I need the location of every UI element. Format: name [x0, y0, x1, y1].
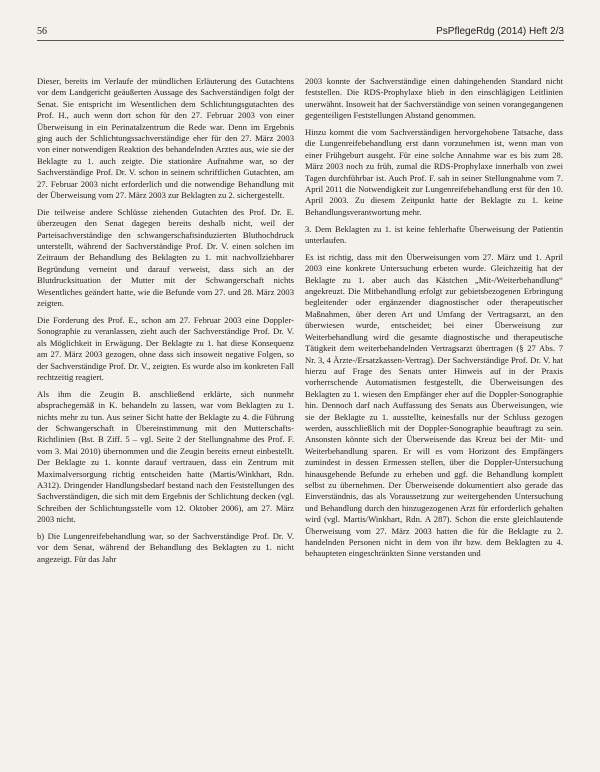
- page-number: 56: [37, 26, 47, 37]
- paragraph: Die teilweise andere Schlüsse ziehenden Gutachten des Prof. Dr. E. überzeugen den Senat dagegen bereits deshalb nicht, weil der Parteisachverständige den schwangerschaftsinduzierten Bluthochdruck unterstellt, während der Sachverständige Prof. Dr. V. einen solchen im Zeitraum der Behandlung des Beklagten zu 1. mit nachvollziehbarer Begründung verneint und darauf verweist, dass sich an der Blutdrucksituation der Mutter mit der Schwangerschaft nichts Wesentliches geändert hatte, wie die Befunde vom 27. und 28. März 2003 zeigten.: [37, 206, 294, 309]
- paragraph: 2003 konnte der Sachverständige einen dahingehenden Standard nicht feststellen. Die RDS-Prophylaxe blieb in den einschlägigen Leitlinien unerwähnt. Insoweit hat der Sachverständige von seinen vorangegangenen gegenteiligen Feststellungen Abstand genommen.: [305, 76, 563, 121]
- paragraph: Als ihm die Zeugin B. anschließend erklärte, sich nunmehr absprachegemäß in K. behandeln zu lassen, war vom Beklagten zu 1. nichts mehr zu tun. Aus seiner Sicht hatte der Beklagte zu 4. die Führung der Schwangerschaft in Übereinstimmung mit den Mutterschafts-Richtlinien (Bst. B Ziff. 5 – vgl. Seite 2 der Stellungnahme des Prof. F. vom 3. Mai 2010) übernommen und die Zeugin bereits erneut einbestellt. Der Beklagte zu 1. konnte darauf vertrauen, dass ein Zentrum mit Maximalversorgung richtig entscheiden hatte (Martis/Winkhart, Rdn. A312). Dringender Handlungsbedarf bestand nach den Feststellungen des Sachverständigen, die sich mit dem Ergebnis der Schlichtung decken (vgl. Schreiben der Schlichtungsstelle vom 12. Oktober 2006), am 27. März 2003 nicht.: [37, 388, 294, 525]
- paragraph: Hinzu kommt die vom Sachverständigen hervorgehobene Tatsache, dass die Lungenreifebehandlung erst dann vorzunehmen ist, wenn man von einer Frühgeburt ausgeht. Für eine solche Annahme war es bis zum 28. März 2003 noch zu früh, zumal die RDS-Prophylaxe innerhalb von zwei Tagen durchführbar ist. Auch Prof. F. sah in seiner Stellungnahme vom 7. April 2011 die Notwendigkeit zur Lungenreifebehandlung erst für den 10. April 2003. Zu diesem Zeitpunkt hatte der Beklagte zu 1. keine Behandlungsverantwortung mehr.: [305, 127, 563, 217]
- paragraph: Dieser, bereits im Verlaufe der mündlichen Erläuterung des Gutachtens vor dem Landgericht geäußerten Aussage des Sachverständigen folgt der Senat. Sie entspricht im Wesentlichen dem Schlichtungsgutachten des Prof. H., auch wenn dort schon für den 27. Februar 2003 von einer Überweisung in ein Perinatalzentrum die Rede war. Denn im Ergebnis ging auch der Schlichtungssachverständige eher für den 27. März 2003 von einer notwendigen Reaktion des behandelnden Arztes aus, wie sie der Beklagte zu 1. auch zeigte. Die stationäre Aufnahme war, so der Sachverständige Prof. Dr. V. schon in seinem schriftlichen Gutachten, am 27. Februar 2003 nicht erforderlich und die notwendige Behandlung mit der Überweisung vom 27. März 2003 zur Beklagten zu 2. sichergestellt.: [37, 76, 294, 201]
- paragraph: b) Die Lungenreifebehandlung war, so der Sachverständige Prof. Dr. V. vor dem Senat, während der Behandlung des Beklagten zu 1. nicht angezeigt. Für das Jahr: [37, 531, 294, 564]
- journal-citation: PsPflegeRdg (2014) Heft 2/3: [436, 26, 564, 37]
- paragraph: Es ist richtig, dass mit den Überweisungen vom 27. März und 1. April 2003 eine konkrete Untersuchung erbeten wurde. Gleichzeitig hat der Beklagte zu 1. aber auch das Kästchen „Mit-/Weiterbehandlung“ angekreuzt. Die Mitbehandlung erfolgt zur gebietsbezogenen Erbringung begleitender oder ergänzender diagnostischer oder therapeutischer Maßnahmen, über deren Art und Umfang der Vertragsarzt, an den überwiesen wurde, entscheidet; bei einer Überweisung zur Weiterbehandlung wird die gesamte diagnostische und therapeutische Tätigkeit dem weiterbehandelnden Vertragsarzt übertragen (§ 27 Abs. 7 Nr. 3, 4 Ärzte-/Ersatzkassen-Vertrag). Der Sachverständige Prof. Dr. V. hat hierzu auf Frage des Senats unter Hinweis auf in der Praxis vorherrschende Automatismen festgestellt, die Überweisungen des Beklagten zu 1. wiesen den Empfänger eher auf die Doppler-Sonographie hin. Dennoch darf nach Auffassung des Senats aus Überweisungen, wie sie der Beklagte zu 1. ausstellte, keinesfalls nur der Schluss gezogen werden, ausschließlich mit der Doppler-Sonographie beauftragt zu sein. Ansonsten könnte sich der Überweisende das Kreuz bei der Mit- und Weiterbehandlung sparen. Er will es vom Horizont des Empfängers zumindest in dessen Ermessen stellen, über die Doppler-Untersuchung hinausgehende Befunde zu erheben und ggf. die Behandlung komplett selbst zu übernehmen. Der Überweisende dokumentiert also gerade das Einverständnis, das als Voraussetzung zur weitergehenden Untersuchung und Behandlung durch den hinzugezogenen Arzt für erforderlich gehalten wird (vgl. Martis/Winkhart, Rdn. A 287). Schon die erste gleichlautende Überweisung vom 27. März 2003 hatten die für die Beklagte zu 2. handelnden Personen nicht in dem von ihr bzw. dem Beklagten zu 4. behaupteten eingeschränkten Sinne verstanden und: [305, 251, 563, 559]
- left-column: [37, 76, 294, 571]
- paragraph: 3. Dem Beklagten zu 1. ist keine fehlerhafte Überweisung der Patientin unterlaufen.: [305, 223, 563, 246]
- right-column: [305, 76, 563, 565]
- paragraph: Die Forderung des Prof. E., schon am 27. Februar 2003 eine Doppler-Sonographie zu veranlassen, zieht auch der Sachverständige Prof. Dr. V. als Möglichkeit in Erwägung. Der Beklagte zu 1. hat diese Konsequenz am 27. März 2003 gezogen, ohne dass sich insoweit negative Folgen, so der Sachverständige Prof. Dr. V., zeigten. Es wurde also im konkreten Fall rechtzeitig reagiert.: [37, 314, 294, 382]
- page-header: [37, 24, 564, 41]
